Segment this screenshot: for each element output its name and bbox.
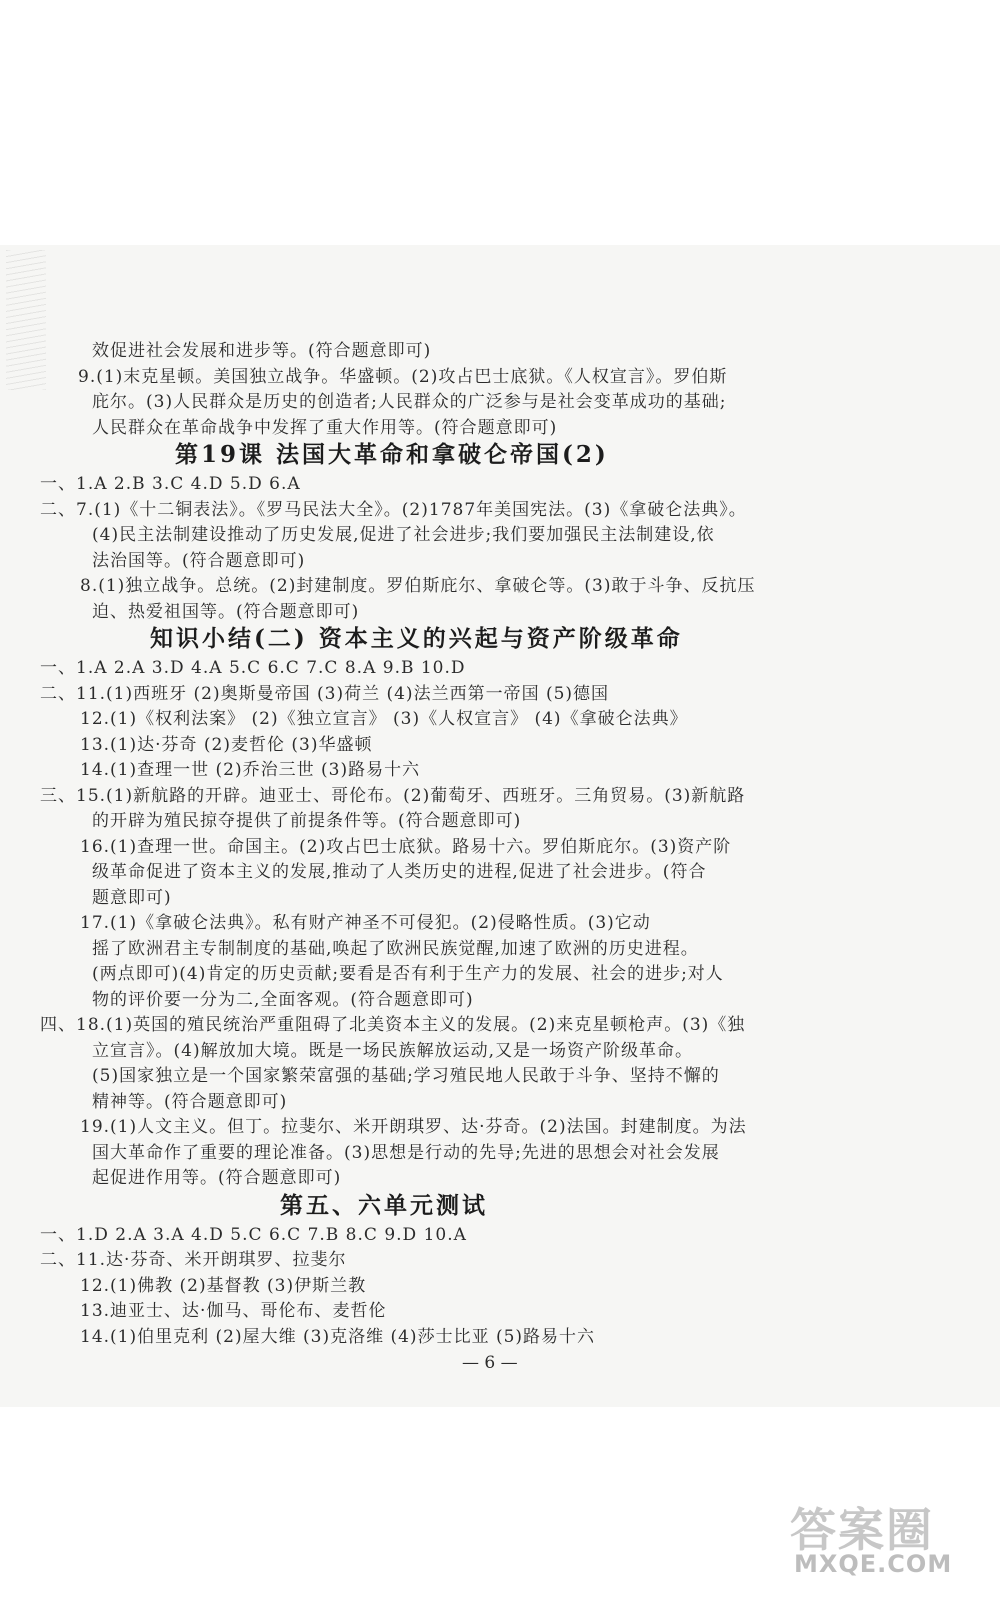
text-line: 12.(1)《权利法案》 (2)《独立宣言》 (3)《人权宣言》 (4)《拿破仑法典》 (80, 709, 688, 729)
text-line: 17.(1)《拿破仑法典》。私有财产神圣不可侵犯。(2)侵略性质。(3)它动 (80, 913, 651, 933)
text-line: 14.(1)伯里克利 (2)屋大维 (3)克洛维 (4)莎士比亚 (5)路易十六 (80, 1326, 596, 1347)
text-line: 三、15.(1)新航路的开辟。迪亚士、哥伦布。(2)葡萄牙、西班牙。三角贸易。(3)新航路 (40, 785, 746, 806)
text-line: 迫、热爱祖国等。(符合题意即可) (92, 601, 360, 622)
text-line: 国大革命作了重要的理论准备。(3)思想是行动的先导;先进的思想会对社会发展 (92, 1142, 720, 1163)
text-line: 19.(1)人文主义。但丁。拉斐尔、米开朗琪罗、达·芬奇。(2)法国。封建制度。为法 (80, 1117, 747, 1137)
section-heading: 第五、六单元测试 (280, 1191, 488, 1219)
scan-noise (6, 250, 46, 390)
text-line: 物的评价要一分为二,全面客观。(符合题意即可) (92, 989, 474, 1010)
text-line: 8.(1)独立战争。总统。(2)封建制度。罗伯斯庇尔、拿破仑等。(3)敢于斗争、反抗压 (80, 576, 756, 596)
text-line: 起促进作用等。(符合题意即可) (92, 1168, 342, 1188)
text-line: 法治国等。(符合题意即可) (92, 550, 306, 571)
text-line: (5)国家独立是一个国家繁荣富强的基础;学习殖民地人民敢于斗争、坚持不懈的 (92, 1066, 720, 1086)
watermark-url-text: MXQE.COM (794, 1550, 953, 1578)
text-line: 16.(1)查理一世。命国主。(2)攻占巴士底狱。路易十六。罗伯斯庇尔。(3)资产阶 (80, 836, 732, 857)
text-line: 的开辟为殖民掠夺提供了前提条件等。(符合题意即可) (92, 811, 522, 831)
section-heading: 第19课 法国大革命和拿破仑帝国(2) (175, 441, 609, 468)
watermark-logo-text: 答案圈 (790, 1503, 934, 1557)
text-line: 题意即可) (92, 887, 172, 908)
text-line: 13.(1)达·芬奇 (2)麦哲伦 (3)华盛顿 (80, 734, 373, 755)
text-line: 二、11.(1)西班牙 (2)奥斯曼帝国 (3)荷兰 (4)法兰西第一帝国 (5)德国 (40, 683, 610, 704)
page-number: — 6 — (462, 1353, 518, 1373)
text-line: 级革命促进了资本主义的发展,推动了人类历史的进程,促进了社会进步。(符合 (92, 862, 707, 882)
text-line: 一、1.D 2.A 3.A 4.D 5.C 6.C 7.B 8.C 9.D 10.A (40, 1224, 467, 1245)
text-line: 12.(1)佛教 (2)基督教 (3)伊斯兰教 (80, 1275, 367, 1296)
text-line: (两点即可)(4)肯定的历史贡献;要看是否有利于生产力的发展、社会的进步;对人 (92, 964, 724, 984)
text-line: 摇了欧洲君主专制制度的基础,唤起了欧洲民族觉醒,加速了欧洲的历史进程。 (92, 938, 699, 959)
text-line: 精神等。(符合题意即可) (92, 1091, 288, 1112)
text-line: 效促进社会发展和进步等。(符合题意即可) (92, 341, 432, 361)
text-line: 一、1.A 2.B 3.C 4.D 5.D 6.A (40, 474, 301, 494)
text-line: 二、7.(1)《十二铜表法》。《罗马民法大全》。(2)1787年美国宪法。(3)《拿破仑法典》。 (40, 499, 747, 520)
text-line: 四、18.(1)英国的殖民统治严重阻碍了北美资本主义的发展。(2)来克星顿枪声。(3)《独 (40, 1015, 746, 1035)
section-heading: 知识小结(二) 资本主义的兴起与资产阶级革命 (150, 625, 683, 652)
text-line: 二、11.达·芬奇、米开朗琪罗、拉斐尔 (40, 1250, 347, 1270)
text-line: 人民群众在革命战争中发挥了重大作用等。(符合题意即可) (92, 417, 558, 438)
text-line: 9.(1)末克星顿。美国独立战争。华盛顿。(2)攻占巴士底狱。《人权宣言》。罗伯斯 (78, 366, 728, 387)
text-line: (4)民主法制建设推动了历史发展,促进了社会进步;我们要加强民主法制建设,依 (92, 525, 715, 545)
text-line: 一、1.A 2.A 3.D 4.A 5.C 6.C 7.C 8.A 9.B 10.D (40, 658, 466, 678)
site-watermark (790, 1494, 990, 1582)
text-line: 庇尔。(3)人民群众是历史的创造者;人民群众的广泛参与是社会变革成功的基础; (92, 392, 727, 412)
text-line: 14.(1)查理一世 (2)乔治三世 (3)路易十六 (80, 760, 421, 780)
text-line: 立宣言》。(4)解放加大境。既是一场民族解放运动,又是一场资产阶级革命。 (92, 1040, 693, 1061)
text-line: 13.迪亚士、达·伽马、哥伦布、麦哲伦 (80, 1301, 387, 1321)
